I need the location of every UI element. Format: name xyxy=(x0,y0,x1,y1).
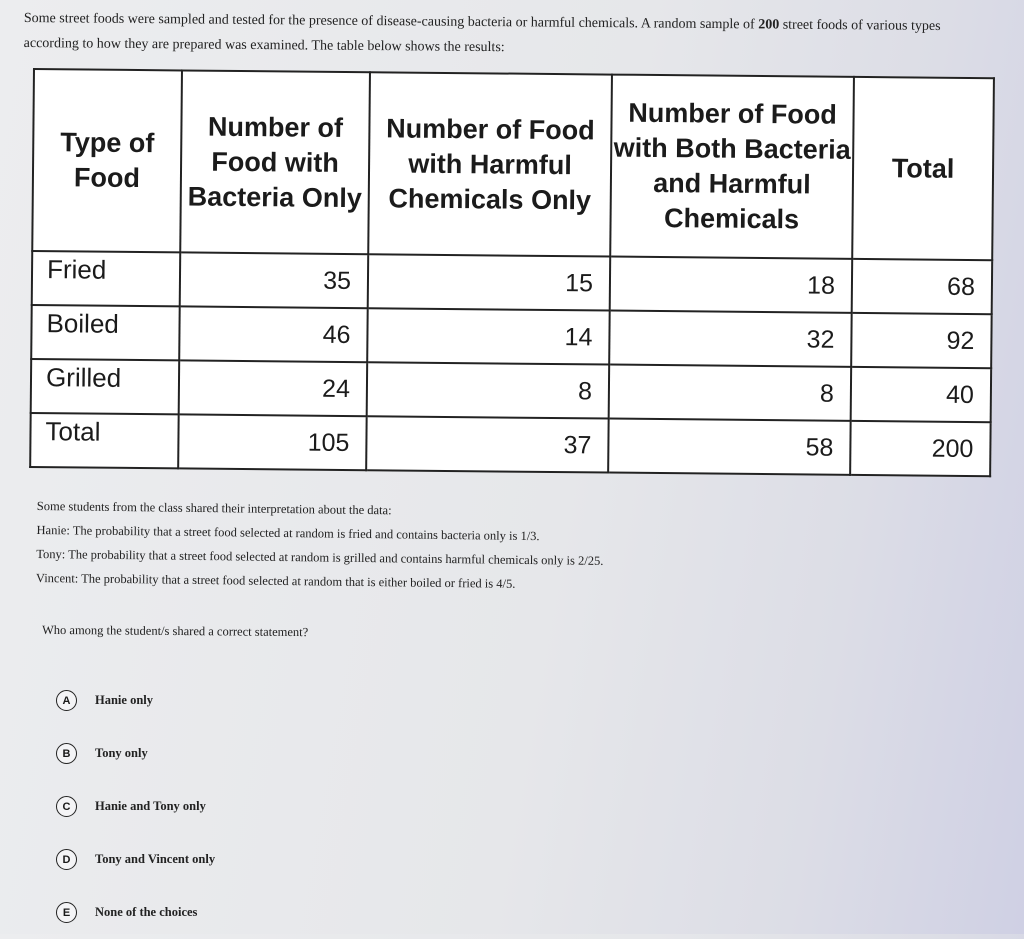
choice-e[interactable] xyxy=(56,886,215,939)
tony-statement: Tony: The probability that a street food selected at random is grilled and contains harmful chemicals only is 2/25. xyxy=(36,546,604,568)
choice-d[interactable] xyxy=(56,833,215,886)
table-row xyxy=(32,251,992,314)
row-label: Boiled xyxy=(31,305,180,360)
choice-label: None of the choices xyxy=(95,905,198,919)
interpretations-intro: Some students from the class shared their interpretation about the data: xyxy=(36,498,392,518)
row-label: Total xyxy=(30,413,179,468)
cell-bacteria: 46 xyxy=(179,306,368,362)
choice-label: Hanie and Tony only xyxy=(95,799,206,813)
cell-both: 8 xyxy=(609,365,852,421)
cell-bacteria: 24 xyxy=(179,360,368,416)
choice-a-radio[interactable]: A xyxy=(56,690,77,711)
cell-chemicals: 8 xyxy=(367,362,610,418)
question-text: Who among the student/s shared a correct statement? xyxy=(41,622,309,640)
hanie-statement: Hanie: The probability that a street food selected at random is fried and contains bacteria only is 1/3. xyxy=(36,522,540,544)
header-both: Number of Food with Both Bacteria and Harmful Chemicals xyxy=(610,75,854,259)
interpretations xyxy=(36,494,797,599)
row-label: Fried xyxy=(32,251,181,306)
choice-b[interactable] xyxy=(56,727,215,780)
table-row xyxy=(31,359,991,422)
results-table xyxy=(29,68,995,477)
cell-both: 18 xyxy=(610,257,853,313)
choice-c-radio[interactable]: C xyxy=(56,796,77,817)
table-row xyxy=(30,413,990,476)
header-type-of-food: Type of Food xyxy=(32,69,182,252)
cell-chemicals: 14 xyxy=(367,308,610,364)
intro-paragraph: Some street foods were sampled and tested for the presence of disease-causing bacteria or harmful chemicals. A random sample of 200 street foods of various types according to how they are prepared was examined. The table below shows the results: xyxy=(23,10,941,56)
cell-total: 92 xyxy=(851,313,992,368)
choice-e-radio[interactable]: E xyxy=(56,902,77,923)
cell-chemicals: 37 xyxy=(366,416,609,472)
choice-b-radio[interactable]: B xyxy=(56,743,77,764)
choice-d-radio[interactable]: D xyxy=(56,849,77,870)
table-row xyxy=(31,305,991,368)
cell-bacteria: 35 xyxy=(180,252,369,308)
cell-both: 58 xyxy=(608,419,851,475)
cell-total: 40 xyxy=(851,367,992,422)
cell-chemicals: 15 xyxy=(368,254,611,310)
header-chemicals-only: Number of Food with Harmful Chemicals Only xyxy=(368,72,612,256)
header-total: Total xyxy=(852,77,994,260)
choice-label: Hanie only xyxy=(95,693,153,707)
header-bacteria-only: Number of Food with Bacteria Only xyxy=(180,70,370,254)
answer-choices xyxy=(56,674,215,939)
cell-total: 200 xyxy=(850,421,991,476)
choice-label: Tony and Vincent only xyxy=(95,852,216,866)
cell-bacteria: 105 xyxy=(178,414,367,470)
cell-total: 68 xyxy=(852,259,993,314)
sample-size: 200 xyxy=(758,17,780,33)
choice-label: Tony only xyxy=(95,746,148,760)
table-header-row xyxy=(32,69,994,260)
vincent-statement: Vincent: The probability that a street food selected at random that is either boiled or fried is 4/5. xyxy=(35,570,516,591)
row-label: Grilled xyxy=(31,359,180,414)
cell-both: 32 xyxy=(609,311,852,367)
choice-a[interactable] xyxy=(56,674,215,727)
choice-c[interactable] xyxy=(56,780,215,833)
